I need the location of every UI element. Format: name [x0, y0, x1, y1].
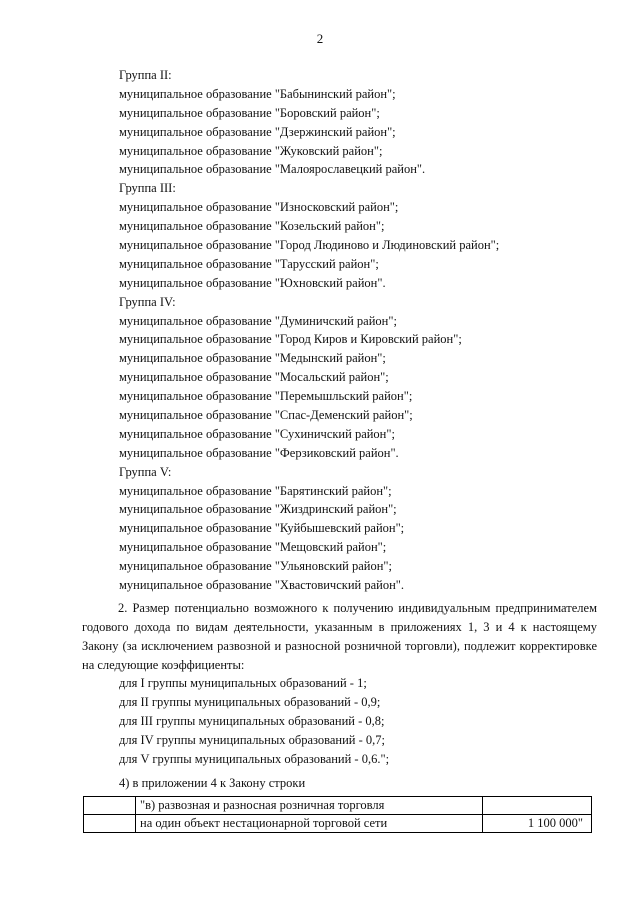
list-item: муниципальное образование "Спас-Деменский район"; — [119, 408, 413, 423]
coefficient-item: для IV группы муниципальных образований - 0,7; — [119, 733, 385, 747]
table-row — [84, 815, 592, 833]
list-item: муниципальное образование "Жуковский район"; — [119, 143, 383, 158]
list-item: муниципальное образование "Барятинский район"; — [119, 483, 392, 498]
list-item: муниципальное образование "Думиничский район"; — [119, 313, 397, 328]
table-cell — [84, 797, 136, 815]
list-item: муниципальное образование "Козельский район"; — [119, 219, 385, 234]
table-cell — [84, 815, 136, 833]
appendix-table — [83, 796, 592, 833]
list-item: муниципальное образование "Юхновский район". — [119, 275, 386, 290]
list-item: муниципальное образование "Куйбышевский район"; — [119, 521, 405, 536]
list-item: муниципальное образование "Медынский район"; — [119, 351, 386, 366]
group-heading: Группа III: — [119, 181, 176, 196]
list-item: муниципальное образование "Дзержинский район"; — [119, 124, 396, 139]
coefficient-item: для V группы муниципальных образований - 0,6."; — [119, 752, 390, 766]
list-item: муниципальное образование "Хвастовичский район". — [119, 578, 404, 593]
table-cell: "в) развозная и разносная розничная торговля — [136, 797, 483, 815]
list-item: муниципальное образование "Боровский район"; — [119, 105, 380, 120]
group-heading: Группа II: — [119, 68, 172, 82]
table-cell — [483, 797, 592, 815]
group-heading: Группа V: — [119, 464, 172, 479]
list-item: муниципальное образование "Мещовский район"; — [119, 540, 387, 555]
coefficient-item: для II группы муниципальных образований - 0,9; — [119, 695, 381, 709]
group-heading: Группа IV: — [119, 294, 176, 309]
municipality-group-list — [119, 66, 589, 595]
table-cell: на один объект нестационарной торговой сети — [136, 815, 483, 833]
coefficient-item: для I группы муниципальных образований - 1; — [119, 676, 367, 690]
list-item: муниципальное образование "Малоярославецкий район". — [119, 162, 426, 177]
list-item: муниципальное образование "Город Людиново и Людиновский район"; — [119, 238, 500, 253]
list-item: муниципальное образование "Жиздринский район"; — [119, 502, 397, 517]
list-item: муниципальное образование "Перемышльский район"; — [119, 389, 413, 404]
page-number: 2 — [316, 31, 324, 46]
list-item: муниципальное образование "Ульяновский район"; — [119, 559, 392, 574]
paragraph-2 — [82, 599, 597, 675]
paragraph-text: 2. Размер потенциально возможного к получению индивидуальным предпринимателем годового дохода по видам деятельности, указанным в приложениях 1, 3 и 4 к настоящему Закону (за исключением развозной и разносной розничной торговли), подлежит корректировке на следующие коэффициенты: — [82, 601, 597, 672]
amendment-line: 4) в приложении 4 к Закону строки — [119, 776, 306, 790]
coefficient-item: для III группы муниципальных образований - 0,8; — [119, 714, 385, 728]
table-cell: 1 100 000" — [483, 815, 592, 833]
list-item: муниципальное образование "Бабынинский район"; — [119, 86, 396, 101]
table-row — [84, 797, 592, 815]
list-item: муниципальное образование "Город Киров и Кировский район"; — [119, 332, 462, 347]
list-item: муниципальное образование "Тарусский район"; — [119, 256, 379, 271]
list-item: муниципальное образование "Износковский район"; — [119, 200, 399, 215]
list-item: муниципальное образование "Мосальский район"; — [119, 370, 389, 385]
list-item: муниципальное образование "Ферзиковский район". — [119, 445, 399, 460]
list-item: муниципальное образование "Сухиничский район"; — [119, 426, 395, 441]
coefficient-list — [119, 674, 389, 769]
